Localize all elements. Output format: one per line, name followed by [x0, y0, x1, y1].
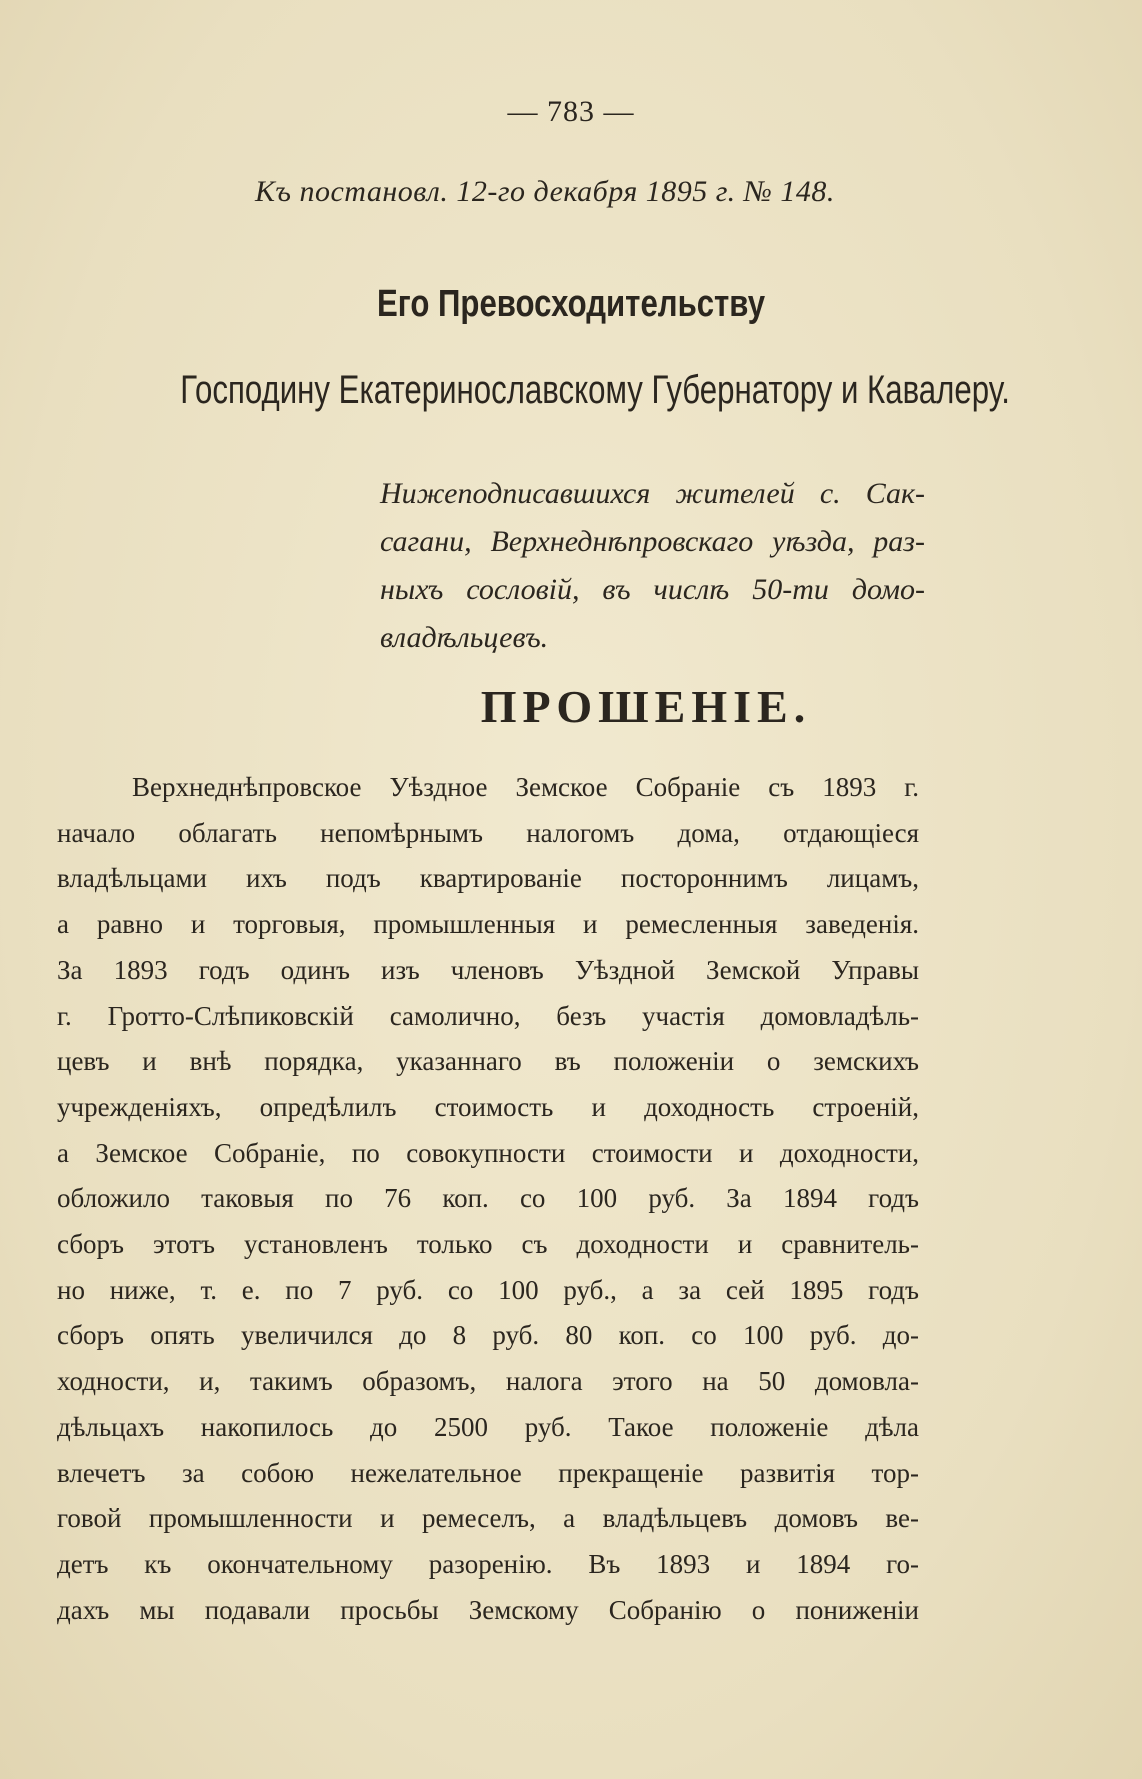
petitioners-line: сагани, Верхнеднѣпровскаго уѣзда, раз- — [380, 525, 925, 558]
body-line: начало облагать непомѣрнымъ налогомъ дома, отдающіеся — [57, 817, 919, 848]
resolution-reference: Къ постановл. 12-го декабря 1895 г. № 148. — [255, 175, 835, 208]
addressee-title: Его Превосходительству — [376, 283, 766, 325]
body-text — [57, 765, 919, 1633]
petitioners-line: Нижеподписавшихся жителей с. Сак- — [380, 477, 925, 510]
body-line: дѣльцахъ накопилось до 2500 руб. Такое положеніе дѣла — [57, 1411, 919, 1442]
body-line: Верхнеднѣпровское Уѣздное Земское Собраніе съ 1893 г. — [132, 772, 919, 802]
body-line: детъ къ окончательному разоренію. Въ 1893 и 1894 го- — [57, 1548, 919, 1579]
body-line: владѣльцами ихъ подъ квартированіе постороннимъ лицамъ, — [57, 863, 919, 894]
page-number: — 783 — — [507, 95, 635, 128]
body-line: сборъ этотъ установленъ только съ доходности и сравнитель- — [57, 1229, 919, 1260]
body-line: а Земское Собраніе, по совокупности стоимости и доходности, — [57, 1137, 919, 1168]
petitioners-line: ныхъ сословій, въ числѣ 50-ти домо- — [380, 573, 925, 606]
body-line: За 1893 годъ одинъ изъ членовъ Уѣздной Земской Управы — [57, 954, 919, 985]
petitioners-line: владѣльцевъ. — [380, 621, 549, 654]
body-line: цевъ и внѣ порядка, указаннаго въ положеніи о земскихъ — [57, 1046, 919, 1077]
body-line: дахъ мы подавали просьбы Земскому Собранію о пониженіи — [57, 1594, 919, 1625]
body-line: влечетъ за собою нежелательное прекращеніе развитія тор- — [57, 1457, 919, 1488]
addressee-subtitle: Господину Екатеринославскому Губернатору и Кавалеру. — [180, 368, 1010, 412]
body-line: но ниже, т. е. по 7 руб. со 100 руб., а за сей 1895 годъ — [57, 1274, 919, 1305]
body-line: г. Гротто-Слѣпиковскій самолично, безъ участія домовладѣль- — [57, 1000, 919, 1031]
body-line: а равно и торговыя, промышленныя и ремесленныя заведенія. — [57, 909, 919, 940]
body-line: говой промышленности и ремеселъ, а владѣльцевъ домовъ ве- — [57, 1503, 919, 1534]
petitioners-block — [380, 470, 925, 662]
body-line: обложило таковыя по 76 коп. со 100 руб. За 1894 годъ — [57, 1183, 919, 1214]
document-heading: ПРОШЕНІЕ. — [480, 681, 812, 732]
body-line: сборъ опять увеличился до 8 руб. 80 коп. со 100 руб. до- — [57, 1320, 919, 1351]
body-line: учрежденіяхъ, опредѣлилъ стоимость и доходность строеній, — [57, 1091, 919, 1122]
body-line: ходности, и, такимъ образомъ, налога этого на 50 домовла- — [57, 1366, 919, 1397]
